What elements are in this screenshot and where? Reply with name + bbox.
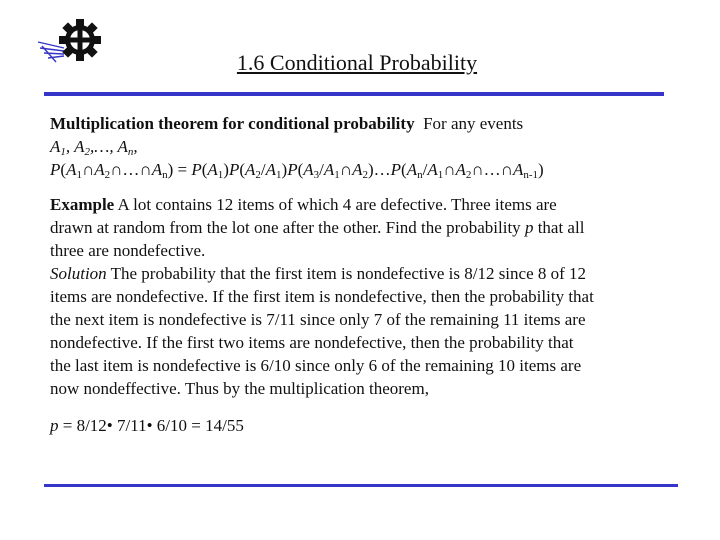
example-line-1: Example A lot contains 12 items of which 4 are defective. Three items are — [50, 195, 557, 214]
solution-line-4: nondefective. If the first two items are nondefective, then the probability that — [50, 333, 574, 352]
result-equation: p = 8/12• 7/11• 6/10 = 14/55 — [50, 416, 244, 435]
solution-line-6: now nondeffective. Thus by the multiplication theorem, — [50, 379, 429, 398]
solution-line-1: Solution The probability that the first item is nondefective is 8/12 since 8 of 12 — [50, 264, 587, 283]
theorem-events: $A_1$, $A_2,\dots$, $A_n$, — [50, 137, 138, 158]
solution-line-5: the last item is nondefective is 6/10 since only 6 of the remaining 10 items are — [50, 356, 582, 375]
page-title: 1.6 Conditional Probability — [236, 50, 478, 75]
solution-line-3: the next item is nondefective is 7/11 since only 7 of the remaining 11 items are — [50, 310, 586, 329]
slide-body — [50, 112, 690, 437]
solution-label: Solution — [50, 264, 107, 283]
theorem-formula: $P(A_1\cap A_2\cap\dots\cap A_n)$ = $P(A_1)P(A_2/A_1)P(A_3/A_1\cap A_2)\dots P(A_n/A_1\cap A_2\cap\dots\cap A_{n-1})$ — [50, 160, 544, 181]
example-line-3: three are nondefective. — [50, 241, 206, 260]
solution-line-2: items are nondefective. If the first item is nondefective, then the probability that — [50, 287, 594, 306]
theorem-heading-line — [50, 112, 690, 135]
example-line-2: drawn at random from the lot one after the other. Find the probability p that all — [50, 218, 585, 237]
title-divider — [44, 92, 664, 96]
example-block — [50, 193, 690, 400]
probability-symbol: p — [524, 218, 534, 237]
example-label: Example — [50, 195, 115, 214]
theorem-lead: For any events — [423, 114, 524, 133]
theorem-heading: Multiplication theorem for conditional probability — [50, 114, 415, 133]
footer-divider — [44, 484, 678, 487]
